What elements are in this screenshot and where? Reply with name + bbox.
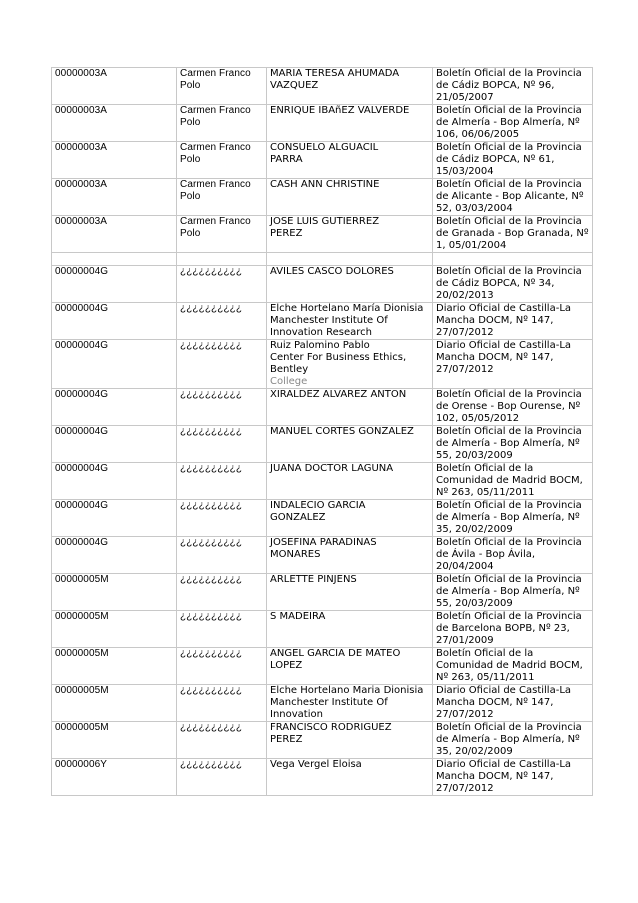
table-row — [52, 303, 593, 340]
publication-line: Boletín Oficial de la — [436, 648, 534, 659]
record-id-cell: 00000005M — [52, 611, 177, 648]
person-name-cell — [267, 142, 433, 179]
author-cell: Carmen Franco Polo — [177, 179, 267, 216]
person-name-line: LOPEZ — [270, 660, 303, 671]
publication-line: Boletín Oficial de la Provincia — [436, 611, 582, 622]
author-cell: ¿¿¿¿¿¿¿¿¿¿ — [177, 426, 267, 463]
author-cell: ¿¿¿¿¿¿¿¿¿¿ — [177, 759, 267, 796]
record-id-cell: 00000004G — [52, 340, 177, 389]
publication-line: Nº 263, 05/11/2011 — [436, 487, 535, 498]
table-row — [52, 611, 593, 648]
person-name-line: PARRA — [270, 154, 303, 165]
publication-line: Mancha DOCM, Nº 147, — [436, 315, 554, 326]
person-name-line: PEREZ — [270, 734, 303, 745]
publication-cell — [433, 537, 593, 574]
publication-line: de Cádiz BOPCA, Nº 34, — [436, 278, 555, 289]
table-row — [52, 266, 593, 303]
publication-cell — [433, 426, 593, 463]
author-cell: ¿¿¿¿¿¿¿¿¿¿ — [177, 463, 267, 500]
table-row — [52, 500, 593, 537]
publication-line: 20/04/2004 — [436, 561, 494, 572]
person-name-cell — [267, 426, 433, 463]
author-cell: ¿¿¿¿¿¿¿¿¿¿ — [177, 685, 267, 722]
author-cell: ¿¿¿¿¿¿¿¿¿¿ — [177, 303, 267, 340]
table-row — [52, 105, 593, 142]
publication-line: de Alicante - Bop Alicante, Nº — [436, 191, 584, 202]
publication-line: 15/03/2004 — [436, 166, 494, 177]
table-row — [52, 537, 593, 574]
record-id-cell: 00000003A — [52, 179, 177, 216]
publication-cell — [433, 759, 593, 796]
person-name-line: MANUEL CORTES GONZALEZ — [270, 426, 414, 437]
publication-cell — [433, 179, 593, 216]
person-name-cell — [267, 389, 433, 426]
publication-line: 35, 20/02/2009 — [436, 524, 513, 535]
table-row — [52, 685, 593, 722]
person-name-line: CONSUELO ALGUACIL — [270, 142, 379, 153]
publication-cell — [433, 648, 593, 685]
publication-cell — [433, 463, 593, 500]
record-id-cell: 00000005M — [52, 685, 177, 722]
publication-line: Boletín Oficial de la Provincia — [436, 537, 582, 548]
publication-cell — [433, 685, 593, 722]
publication-line: Boletín Oficial de la Provincia — [436, 68, 582, 79]
person-name-cell — [267, 574, 433, 611]
publication-line: Mancha DOCM, Nº 147, — [436, 352, 554, 363]
publication-line: de Almería - Bop Almería, Nº — [436, 512, 580, 523]
person-name-line: AVILES CASCO DOLORES — [270, 266, 394, 277]
author-cell: ¿¿¿¿¿¿¿¿¿¿ — [177, 500, 267, 537]
publication-line: de Barcelona BOPB, Nº 23, — [436, 623, 570, 634]
author-cell: Carmen Franco Polo — [177, 105, 267, 142]
publication-line: Boletín Oficial de la Provincia — [436, 105, 582, 116]
publication-line: Diario Oficial de Castilla-La — [436, 759, 572, 770]
table-row — [52, 574, 593, 611]
person-name-line: Manchester Institute Of — [270, 697, 388, 708]
person-name-line: Elche Hortelano Maria Dionisia — [270, 685, 424, 696]
publication-cell — [433, 142, 593, 179]
person-name-line: FRANCISCO RODRIGUEZ — [270, 722, 392, 733]
person-name-line: ARLETTE PINJENS — [270, 574, 357, 585]
person-name-cell — [267, 500, 433, 537]
publication-line: 52, 03/03/2004 — [436, 203, 513, 214]
person-name-line: Elche Hortelano María Dionisia — [270, 303, 424, 314]
record-id-cell: 00000006Y — [52, 759, 177, 796]
person-name-line: Vega Vergel Eloisa — [270, 759, 362, 770]
person-name-cell — [267, 68, 433, 105]
publication-line: 35, 20/02/2009 — [436, 746, 513, 757]
publication-cell — [433, 500, 593, 537]
person-name-cell — [267, 340, 433, 389]
publication-cell — [433, 574, 593, 611]
person-name-cell — [267, 685, 433, 722]
table-row — [52, 142, 593, 179]
publication-line: 102, 05/05/2012 — [436, 413, 520, 424]
person-name-line: JOSEFINA PARADINAS — [270, 537, 377, 548]
record-id-cell: 00000004G — [52, 463, 177, 500]
person-name-cell — [267, 722, 433, 759]
publication-line: de Almería - Bop Almería, Nº — [436, 438, 580, 449]
publication-line: de Cádiz BOPCA, Nº 96, — [436, 80, 555, 91]
publication-cell — [433, 303, 593, 340]
record-id-cell: 00000004G — [52, 266, 177, 303]
author-cell: ¿¿¿¿¿¿¿¿¿¿ — [177, 574, 267, 611]
separator-cell — [177, 253, 267, 266]
record-id-cell: 00000004G — [52, 389, 177, 426]
person-name-cell — [267, 648, 433, 685]
publication-line: 55, 20/03/2009 — [436, 598, 513, 609]
publication-cell — [433, 105, 593, 142]
person-name-line: Ruiz Palomino Pablo — [270, 340, 370, 351]
person-name-line: GONZALEZ — [270, 512, 326, 523]
publication-line: Boletín Oficial de la Provincia — [436, 574, 582, 585]
person-name-line: ANGEL GARCIA DE MATEO — [270, 648, 401, 659]
publication-cell — [433, 266, 593, 303]
publication-line: Boletín Oficial de la Provincia — [436, 389, 582, 400]
author-cell: ¿¿¿¿¿¿¿¿¿¿ — [177, 648, 267, 685]
publication-line: Comunidad de Madrid BOCM, — [436, 660, 583, 671]
publication-line: Diario Oficial de Castilla-La — [436, 340, 572, 351]
publication-line: Boletín Oficial de la — [436, 463, 534, 474]
publication-line: Diario Oficial de Castilla-La — [436, 303, 572, 314]
person-name-line: PEREZ — [270, 228, 303, 239]
table-row — [52, 648, 593, 685]
table-row — [52, 389, 593, 426]
separator-cell — [433, 253, 593, 266]
publication-line: de Almería - Bop Almería, Nº — [436, 734, 580, 745]
publication-line: 27/07/2012 — [436, 709, 494, 720]
publication-line: 27/07/2012 — [436, 783, 494, 794]
record-id-cell: 00000004G — [52, 537, 177, 574]
publication-line: Mancha DOCM, Nº 147, — [436, 771, 554, 782]
person-name-overflow-line: College — [270, 376, 308, 387]
person-name-line: ENRIQUE IBAñEZ VALVERDE — [270, 105, 410, 116]
person-name-line: Innovation — [270, 709, 323, 720]
publication-line: 21/05/2007 — [436, 92, 494, 103]
separator-cell — [52, 253, 177, 266]
author-cell: Carmen Franco Polo — [177, 216, 267, 253]
record-id-cell: 00000004G — [52, 303, 177, 340]
record-id-cell: 00000004G — [52, 500, 177, 537]
record-id-cell: 00000003A — [52, 216, 177, 253]
publication-line: 27/07/2012 — [436, 327, 494, 338]
person-name-line: XIRALDEZ ALVAREZ ANTON — [270, 389, 407, 400]
publication-cell — [433, 611, 593, 648]
person-name-line: INDALECIO GARCIA — [270, 500, 366, 511]
person-name-cell — [267, 537, 433, 574]
author-cell: ¿¿¿¿¿¿¿¿¿¿ — [177, 537, 267, 574]
author-cell: ¿¿¿¿¿¿¿¿¿¿ — [177, 340, 267, 389]
publication-line: de Ávila - Bop Ávila, — [436, 549, 536, 560]
publication-line: de Orense - Bop Ourense, Nº — [436, 401, 581, 412]
publication-line: 1, 05/01/2004 — [436, 240, 507, 251]
records-table-body — [52, 68, 593, 796]
table-row — [52, 759, 593, 796]
publication-line: Boletín Oficial de la Provincia — [436, 722, 582, 733]
table-row — [52, 426, 593, 463]
author-cell: Carmen Franco Polo — [177, 68, 267, 105]
publication-line: Boletín Oficial de la Provincia — [436, 500, 582, 511]
publication-line: de Almería - Bop Almería, Nº — [436, 117, 580, 128]
person-name-line: Bentley — [270, 364, 309, 375]
publication-line: Boletín Oficial de la Provincia — [436, 426, 582, 437]
record-id-cell: 00000005M — [52, 648, 177, 685]
person-name-line: S MADEIRA — [270, 611, 326, 622]
person-name-cell — [267, 105, 433, 142]
author-cell: ¿¿¿¿¿¿¿¿¿¿ — [177, 266, 267, 303]
publication-cell — [433, 389, 593, 426]
author-cell: Carmen Franco Polo — [177, 142, 267, 179]
publication-line: 27/01/2009 — [436, 635, 494, 646]
publication-cell — [433, 340, 593, 389]
author-cell: ¿¿¿¿¿¿¿¿¿¿ — [177, 722, 267, 759]
publication-cell — [433, 722, 593, 759]
person-name-cell — [267, 179, 433, 216]
publication-line: 27/07/2012 — [436, 364, 494, 375]
publication-line: de Almería - Bop Almería, Nº — [436, 586, 580, 597]
publication-cell — [433, 68, 593, 105]
publication-line: Boletín Oficial de la Provincia — [436, 142, 582, 153]
person-name-line: Center For Business Ethics, — [270, 352, 407, 363]
person-name-cell — [267, 216, 433, 253]
record-id-cell: 00000003A — [52, 68, 177, 105]
record-id-cell: 00000005M — [52, 574, 177, 611]
person-name-cell — [267, 303, 433, 340]
publication-line: 106, 06/06/2005 — [436, 129, 520, 140]
publication-cell — [433, 216, 593, 253]
publication-line: 20/02/2013 — [436, 290, 494, 301]
separator-row — [52, 253, 593, 266]
table-row — [52, 68, 593, 105]
record-id-cell: 00000004G — [52, 426, 177, 463]
table-row — [52, 179, 593, 216]
publication-line: Boletín Oficial de la Provincia — [436, 216, 582, 227]
record-id-cell: 00000005M — [52, 722, 177, 759]
publication-line: Nº 263, 05/11/2011 — [436, 672, 535, 683]
person-name-cell — [267, 759, 433, 796]
person-name-cell — [267, 463, 433, 500]
separator-cell — [267, 253, 433, 266]
person-name-cell — [267, 611, 433, 648]
publication-line: Boletín Oficial de la Provincia — [436, 179, 582, 190]
publication-line: de Granada - Bop Granada, Nº — [436, 228, 589, 239]
table-row — [52, 463, 593, 500]
publication-line: Comunidad de Madrid BOCM, — [436, 475, 583, 486]
author-cell: ¿¿¿¿¿¿¿¿¿¿ — [177, 611, 267, 648]
publication-line: Boletín Oficial de la Provincia — [436, 266, 582, 277]
record-id-cell: 00000003A — [52, 105, 177, 142]
person-name-line: Manchester Institute Of — [270, 315, 388, 326]
publication-line: de Cádiz BOPCA, Nº 61, — [436, 154, 555, 165]
person-name-line: CASH ANN CHRISTINE — [270, 179, 380, 190]
person-name-line: MONARES — [270, 549, 321, 560]
person-name-line: VAZQUEZ — [270, 80, 319, 91]
person-name-line: MARIA TERESA AHUMADA — [270, 68, 400, 79]
person-name-cell — [267, 266, 433, 303]
publication-line: Mancha DOCM, Nº 147, — [436, 697, 554, 708]
records-table — [51, 67, 593, 796]
publication-line: Diario Oficial de Castilla-La — [436, 685, 572, 696]
record-id-cell: 00000003A — [52, 142, 177, 179]
table-row — [52, 216, 593, 253]
table-row — [52, 340, 593, 389]
person-name-line: JOSE LUIS GUTIERREZ — [270, 216, 380, 227]
person-name-line: JUANA DOCTOR LAGUNA — [270, 463, 394, 474]
table-row — [52, 722, 593, 759]
person-name-line: Innovation Research — [270, 327, 372, 338]
author-cell: ¿¿¿¿¿¿¿¿¿¿ — [177, 389, 267, 426]
publication-line: 55, 20/03/2009 — [436, 450, 513, 461]
